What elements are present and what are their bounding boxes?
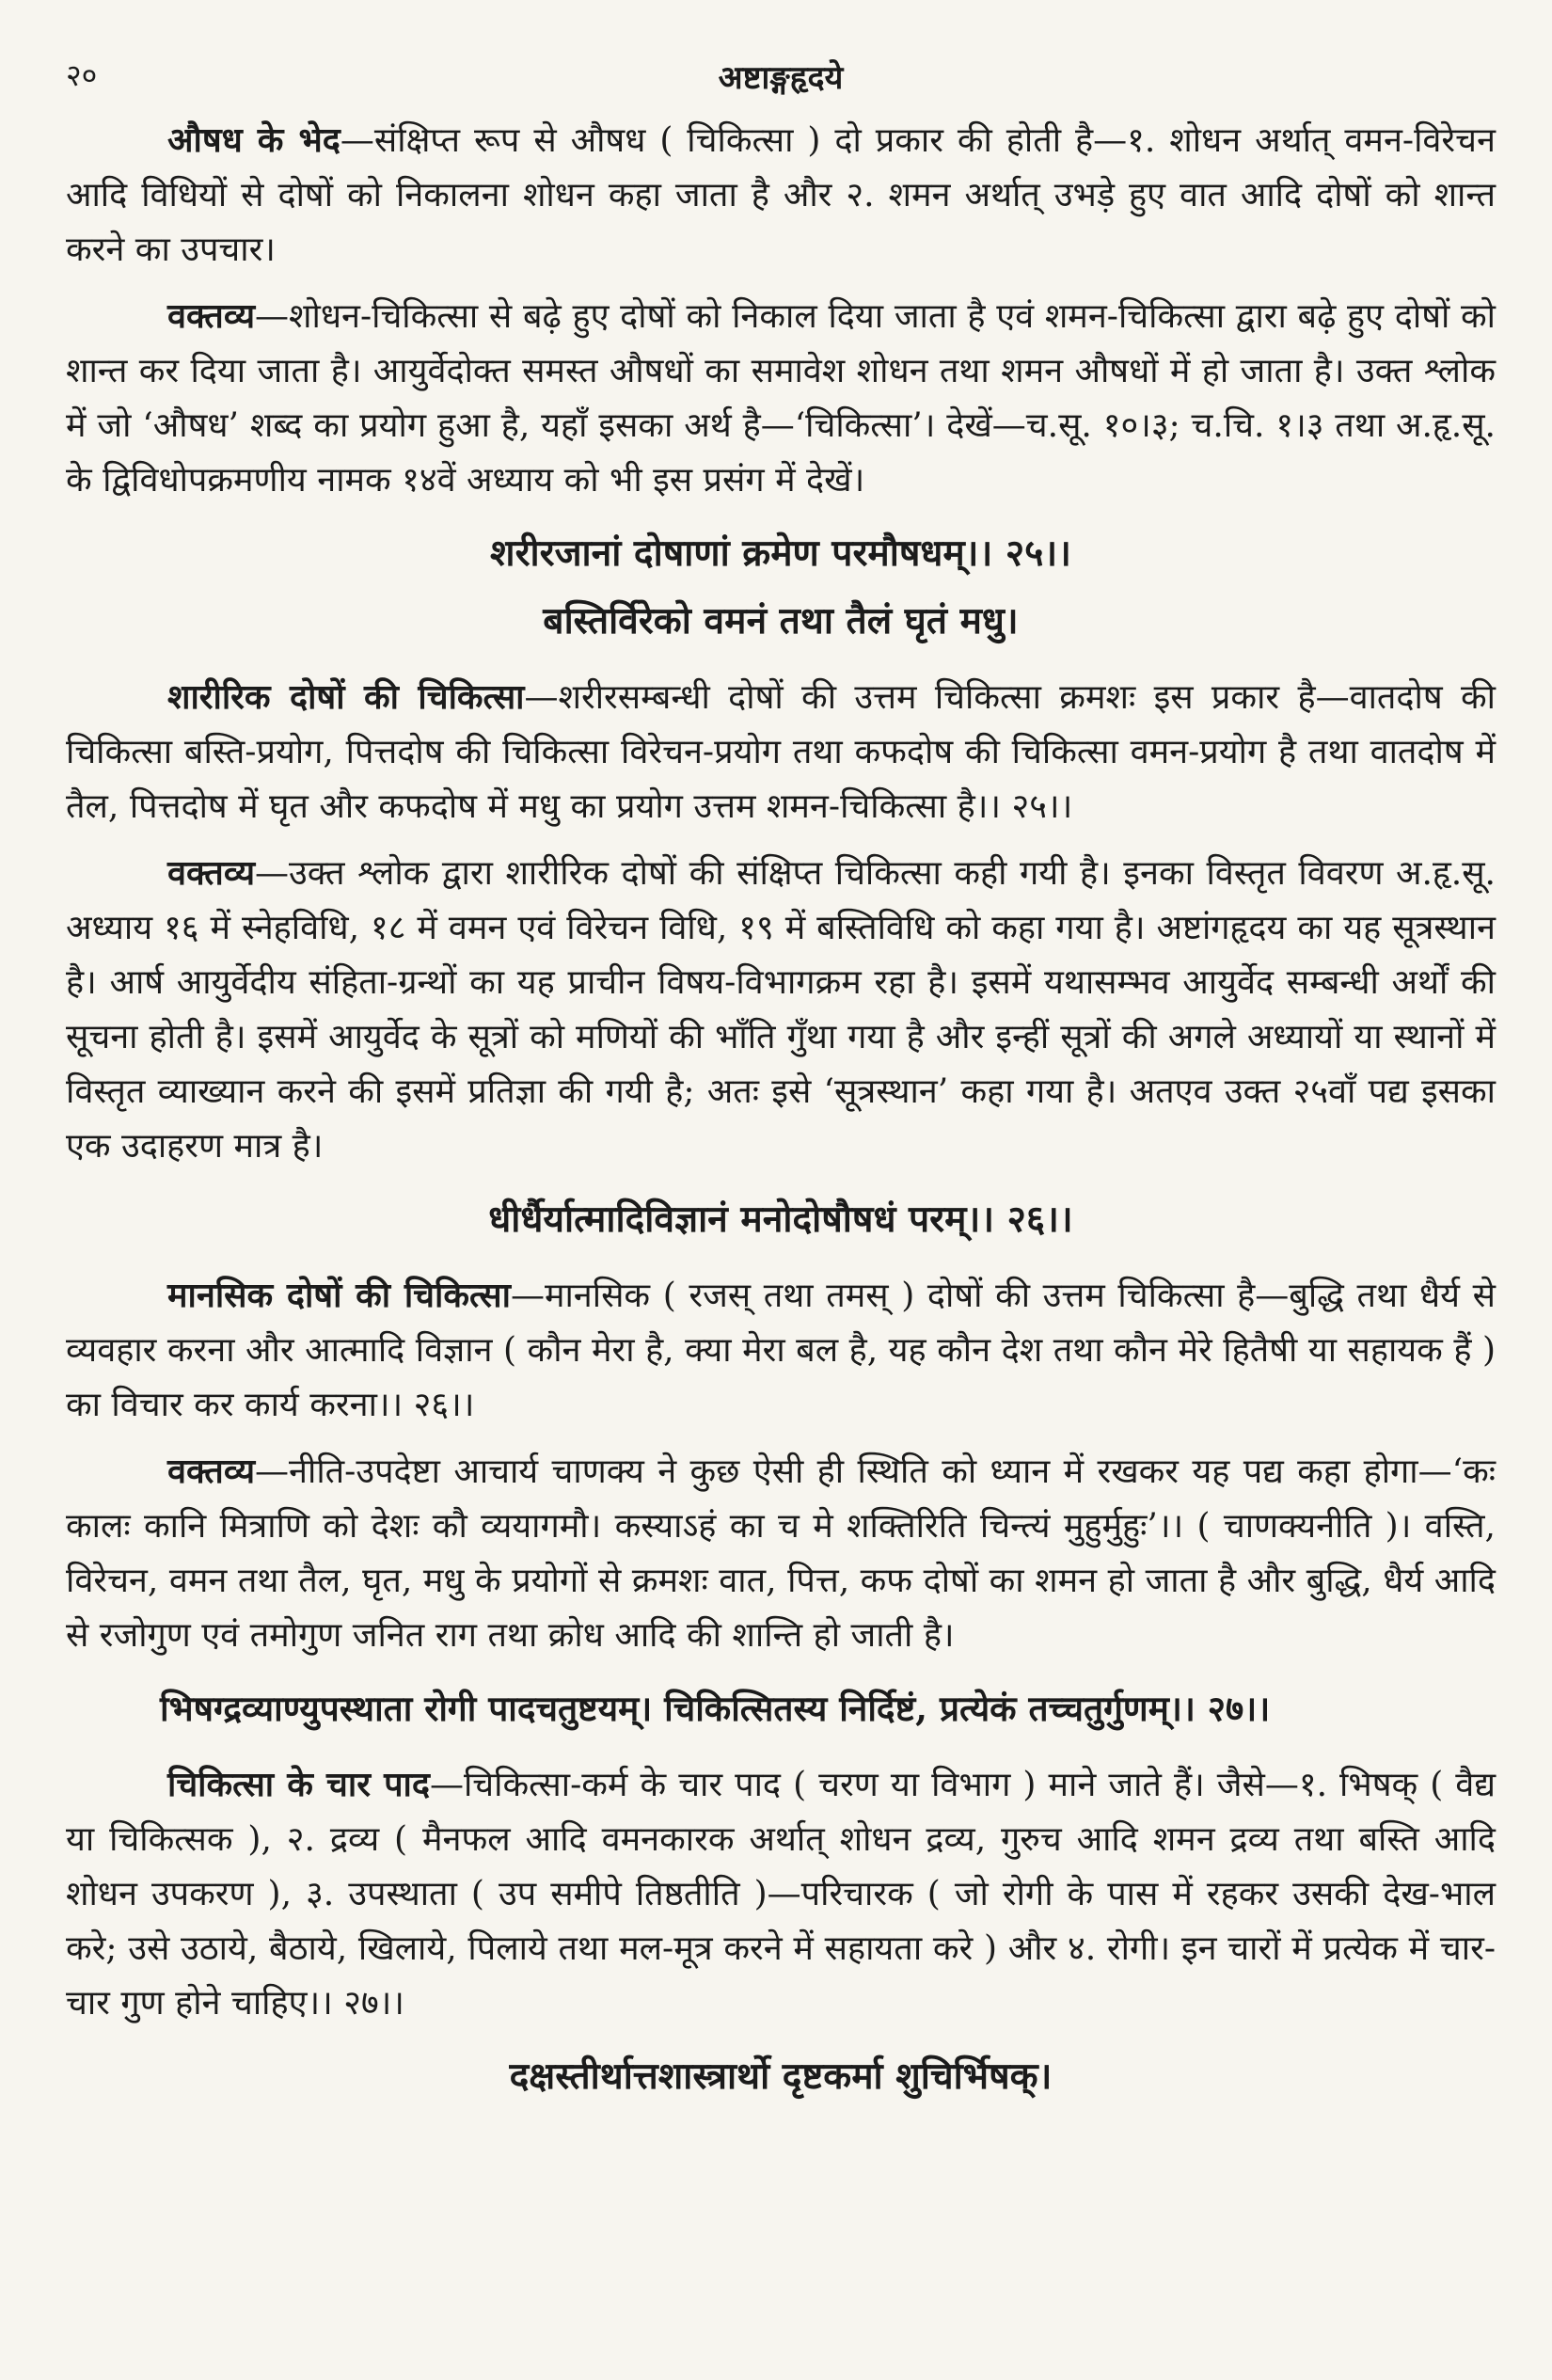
paragraph-heading: मानसिक दोषों की चिकित्सा (167, 1276, 511, 1315)
verse-line: भिषग्द्रव्याण्युपस्थाता रोगी पादचतुष्टयम्। चिकित्सितस्य निर्दिष्टं, प्रत्येकं तच्चतुर्गुणम्।। २७।। (160, 1688, 1271, 1729)
verse-28 (66, 2042, 1496, 2110)
verse-line: बस्तिर्विरेको वमनं तथा तैलं घृतं मधु। (543, 599, 1019, 643)
paragraph-text: —चिकित्सा-कर्म के चार पाद ( चरण या विभाग ) माने जाते हैं। जैसे—१. भिषक् ( वैद्य या चिकित्सक ), २. द्रव्य ( मैनफल आदि वमनकारक अर्थात् शोधन द्रव्य, गुरुच आदि शमन द्रव्य तथा बस्ति आदि शोधन उपकरण ), ३. उपस्थाता ( उप समीपे तिष्ठतीति )—परिचारक ( जो रोगी के पास में रहकर उसकी देख-भाल करे; उसे उठाये, बैठाये, खिलाये, पिलाये तथा मल-मूत्र करने में सहायता करे ) और ४. रोगी। इन चारों में प्रत्येक में चार-चार गुण होने चाहिए।। २७।। (66, 1766, 1496, 2023)
paragraph-text: —उक्त श्लोक द्वारा शारीरिक दोषों की संक्षिप्त चिकित्सा कही गयी है। इनका विस्तृत विवरण अ.हृ.सू. अध्याय १६ में स्नेहविधि, १८ में वमन एवं विरेचन विधि, १९ में बस्तिविधि को कहा गया है। अष्टांगहृदय का यह सूत्रस्थान है। आर्ष आयुर्वेदीय संहिता-ग्रन्थों का यह प्राचीन विषय-विभागक्रम रहा है। इसमें यथासम्भव आयुर्वेद सम्बन्धी अर्थों की सूचना होती है। इसमें आयुर्वेद के सूत्रों को मणियों की भाँति गुँथा गया है और इन्हीं सूत्रों की अगले अध्यायों या स्थानों में विस्तृत व्याख्यान करने की इसमें प्रतिज्ञा की गयी है; अतः इसे ‘सूत्रस्थान’ कहा गया है। अतएव उक्त २५वाँ पद्य इसका एक उदाहरण मात्र है। (66, 854, 1496, 1166)
paragraph-aushadh-ke-bhed (66, 113, 1496, 278)
document-page (66, 47, 1496, 2125)
paragraph-mansik-dosh (66, 1268, 1496, 1433)
verse-25 (66, 519, 1496, 655)
paragraph-text: —मानसिक ( रजस् तथा तमस् ) दोषों की उत्तम चिकित्सा है—बुद्धि तथा धैर्य से व्यवहार करना और आत्मादि विज्ञान ( कौन मेरा है, क्या मेरा बल है, यह कौन देश तथा कौन मेरे हितैषी या सहायक हैं ) का विचार कर कार्य करना।। २६।। (66, 1277, 1496, 1424)
paragraph-sharirik-dosh (66, 670, 1496, 834)
paragraph-text: —शरीरसम्बन्धी दोषों की उत्तम चिकित्सा क्रमशः इस प्रकार है—वातदोष की चिकित्सा बस्ति-प्रयोग, पित्तदोष की चिकित्सा विरेचन-प्रयोग तथा कफदोष की चिकित्सा वमन-प्रयोग है तथा वातदोष में तैल, पित्तदोष में घृत और कफदोष में मधु का प्रयोग उत्तम शमन-चिकित्सा है।। २५।। (66, 678, 1496, 826)
paragraph-heading: चिकित्सा के चार पाद (167, 1765, 430, 1804)
paragraph-heading: वक्तव्य (167, 853, 256, 893)
paragraph-vaktavya-2 (66, 846, 1496, 1174)
verse-27 (66, 1674, 1496, 1742)
paragraph-heading: औषध के भेद (167, 120, 340, 160)
verse-line: दक्षस्तीर्थात्तशास्त्रार्थो दृष्टकर्मा शुचिर्भिषक्। (509, 2055, 1053, 2098)
paragraph-text: —शोधन-चिकित्सा से बढ़े हुए दोषों को निकाल दिया जाता है एवं शमन-चिकित्सा द्वारा बढ़े हुए दोषों को शान्त कर दिया जाता है। आयुर्वेदोक्त समस्त औषधों का समावेश शोधन तथा शमन औषधों में हो जाता है। उक्त श्लोक में जो ‘औषध’ शब्द का प्रयोग हुआ है, यहाँ इसका अर्थ है—‘चिकित्सा’। देखें—च.सू. १०।३; च.चि. १।३ तथा अ.हृ.सू. के द्विविधोपक्रमणीय नामक १४वें अध्याय को भी इस प्रसंग में देखें। (66, 297, 1496, 500)
verse-line: शरीरजानां दोषाणां क्रमेण परमौषधम्।। २५।। (490, 532, 1071, 575)
verse-26 (66, 1185, 1496, 1253)
verse-line: धीर्धैर्यात्मादिविज्ञानं मनोदोषौषधं परम्।। २६।। (488, 1198, 1073, 1241)
paragraph-text: —नीति-उपदेष्टा आचार्य चाणक्य ने कुछ ऐसी ही स्थिति को ध्यान में रखकर यह पद्य कहा होगा—‘कः कालः कानि मित्राणि को देशः कौ व्ययागमौ। कस्याऽहं का च मे शक्तिरिति चिन्त्यं मुहुर्मुहुः’।। ( चाणक्यनीति )। वस्ति, विरेचन, वमन तथा तैल, घृत, मधु के प्रयोगों से क्रमशः वात, पित्त, कफ दोषों का शमन हो जाता है और बुद्धि, धैर्य आदि से रजोगुण एवं तमोगुण जनित राग तथा क्रोध आदि की शान्ति हो जाती है। (66, 1452, 1496, 1655)
paragraph-heading: वक्तव्य (167, 296, 256, 336)
paragraph-text: —संक्षिप्त रूप से औषध ( चिकित्सा ) दो प्रकार की होती है—१. शोधन अर्थात् वमन-विरेचन आदि विधियों से दोषों को निकालना शोधन कहा जाता है और २. शमन अर्थात् उभड़े हुए वात आदि दोषों को शान्त करने का उपचार। (66, 121, 1496, 269)
paragraph-vaktavya-1 (66, 289, 1496, 508)
page-number: २० (66, 57, 98, 93)
paragraph-chikitsa-pad (66, 1757, 1496, 2031)
paragraph-heading: शारीरिक दोषों की चिकित्सा (167, 677, 525, 717)
page-header (66, 47, 1496, 113)
paragraph-heading: वक्तव्य (167, 1452, 256, 1491)
paragraph-vaktavya-3 (66, 1444, 1496, 1663)
running-title: अष्टाङ्गहृदये (718, 59, 844, 97)
